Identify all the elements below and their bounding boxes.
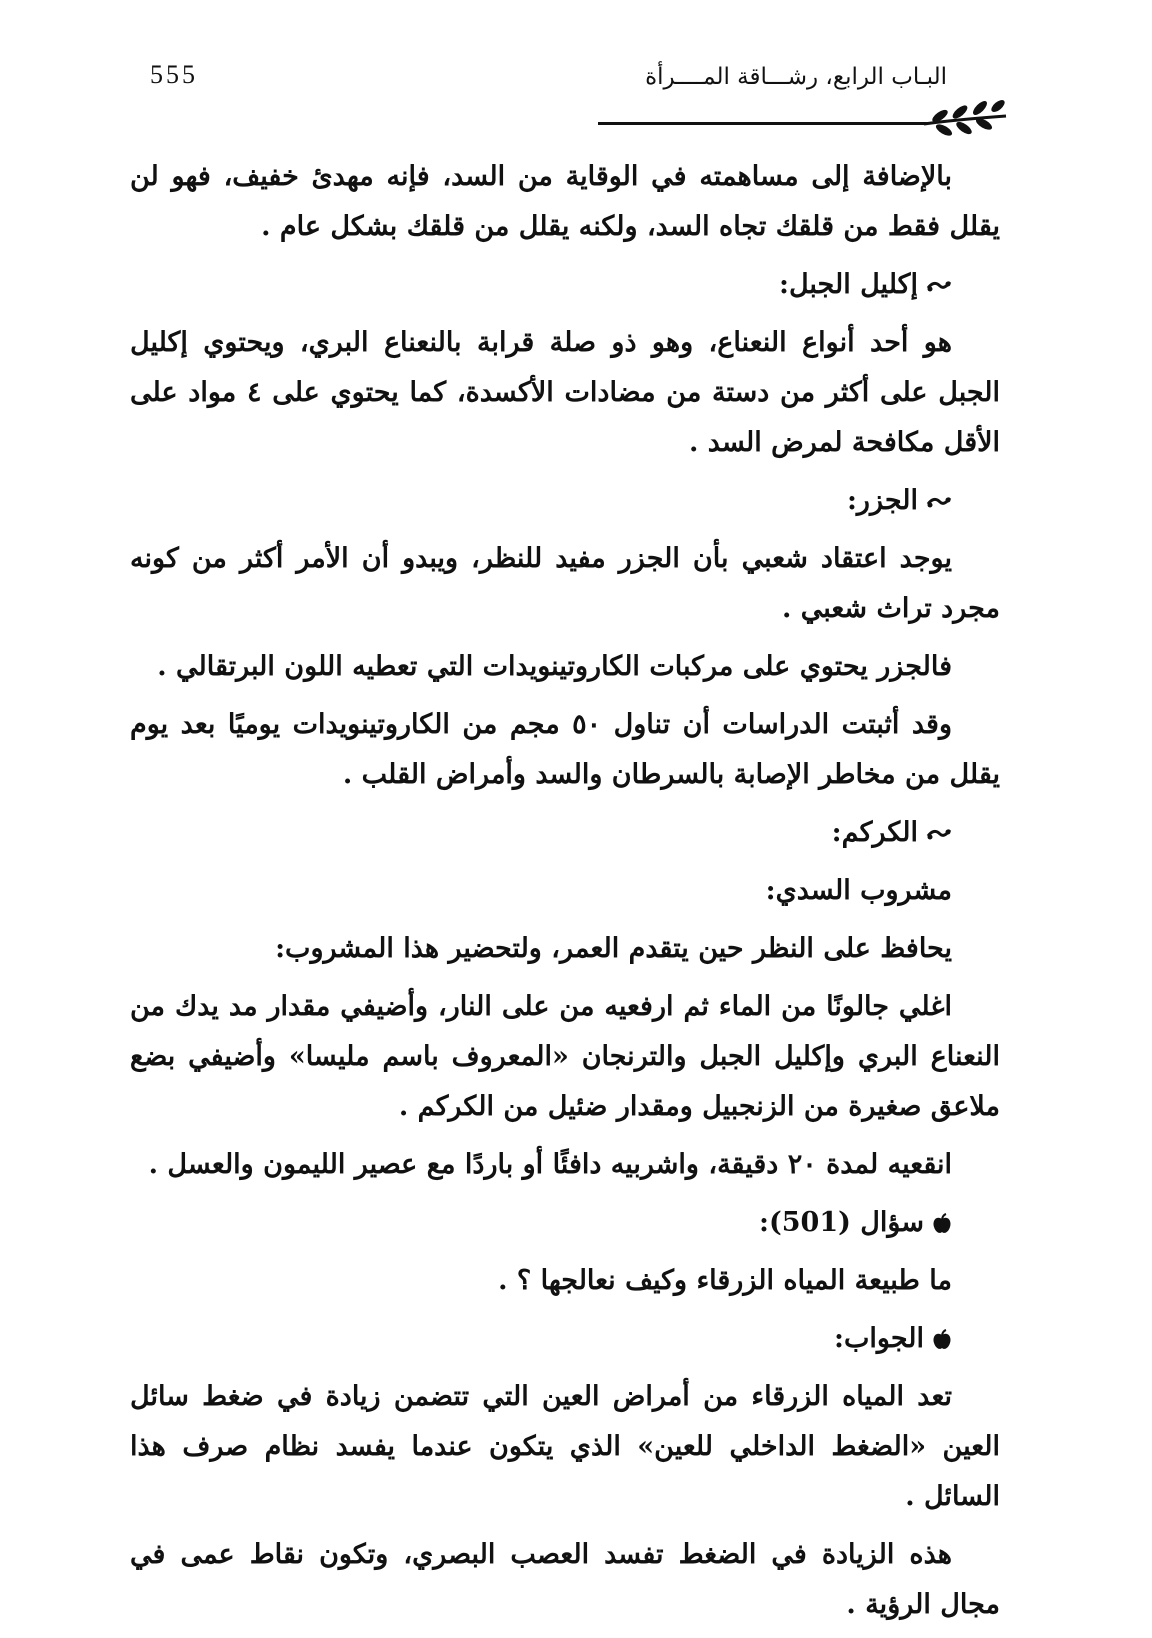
paragraph: هذه الزيادة في الضغط تفسد العصب البصري، وتكون نقاط عمى في مجال الرؤية . (130, 1539, 1000, 1620)
question-label: سؤال (501): (759, 1207, 924, 1238)
paragraph: هو أحد أنواع النعناع، وهو ذو صلة قرابة بالنعناع البري، ويحتوي إكليل الجبل على أكثر من دستة من مضادات الأكسدة، كما يحتوي على ٤ مواد على الأقل مكافحة لمرض السد . (130, 327, 1000, 458)
fleuron-bullet-icon (926, 494, 952, 510)
heading-text: الكركم: (831, 817, 918, 848)
question-text: ما طبيعة المياه الزرقاء وكيف نعالجها ؟ . (498, 1265, 952, 1296)
paragraph: فالجزر يحتوي على مركبات الكاروتينويدات التي تعطيه اللون البرتقالي . (157, 651, 952, 682)
body-text (130, 152, 1000, 1638)
apple-icon (932, 1213, 952, 1235)
page-number: 555 (150, 60, 198, 89)
section-heading-turmeric (130, 808, 1000, 858)
section-heading-carrot (130, 476, 1000, 526)
section-heading-rosemary (130, 260, 1000, 310)
header-rule (598, 122, 928, 125)
heading-text: إكليل الجبل: (778, 269, 918, 300)
answer-heading (130, 1314, 1000, 1364)
answer-label: الجواب: (834, 1323, 924, 1354)
paragraph: اغلي جالونًا من الماء ثم ارفعيه من على النار، وأضيفي مقدار مد يدك من النعناع البري وإكليل الجبل والترنجان «المعروف باسم مليسا» وأضيفي بضع ملاعق صغيرة من الزنجبيل ومقدار ضئيل من الكركم . (130, 991, 1000, 1122)
paragraph: انقعيه لمدة ٢٠ دقيقة، واشربيه دافئًا أو باردًا مع عصير الليمون والعسل . (148, 1149, 952, 1180)
paragraph: بالإضافة إلى مساهمته في الوقاية من السد، فإنه مهدئ خفيف، فهو لن يقلل فقط من قلقك تجاه السد، ولكنه يقلل من قلقك بشكل عام . (130, 161, 1000, 242)
paragraph: وقد أثبتت الدراسات أن تناول ٥٠ مجم من الكاروتينويدات يوميًا بعد يوم يقلل من مخاطر الإصابة بالسرطان والسد وأمراض القلب . (130, 709, 1000, 790)
fleuron-bullet-icon (926, 278, 952, 294)
leaf-branch-ornament-icon (922, 96, 1008, 138)
heading-text: الجزر: (846, 485, 918, 516)
paragraph: يوجد اعتقاد شعبي بأن الجزر مفيد للنظر، ويبدو أن الأمر أكثر من كونه مجرد تراث شعبي . (130, 543, 1000, 624)
apple-icon (932, 1329, 952, 1351)
running-title: البـاب الرابع، رشـــاقة المــــرأة (645, 64, 947, 90)
paragraph: يحافظ على النظر حين يتقدم العمر، ولتحضير هذا المشروب: (275, 933, 952, 964)
section-heading-drink: مشروب السدي: (765, 875, 952, 906)
fleuron-bullet-icon (926, 826, 952, 842)
question-heading (130, 1198, 1000, 1248)
paragraph: تعد المياه الزرقاء من أمراض العين التي تتضمن زيادة في ضغط سائل العين «الضغط الداخلي للعين» الذي يتكون عندما يفسد نظام صرف هذا السائل . (130, 1381, 1000, 1512)
